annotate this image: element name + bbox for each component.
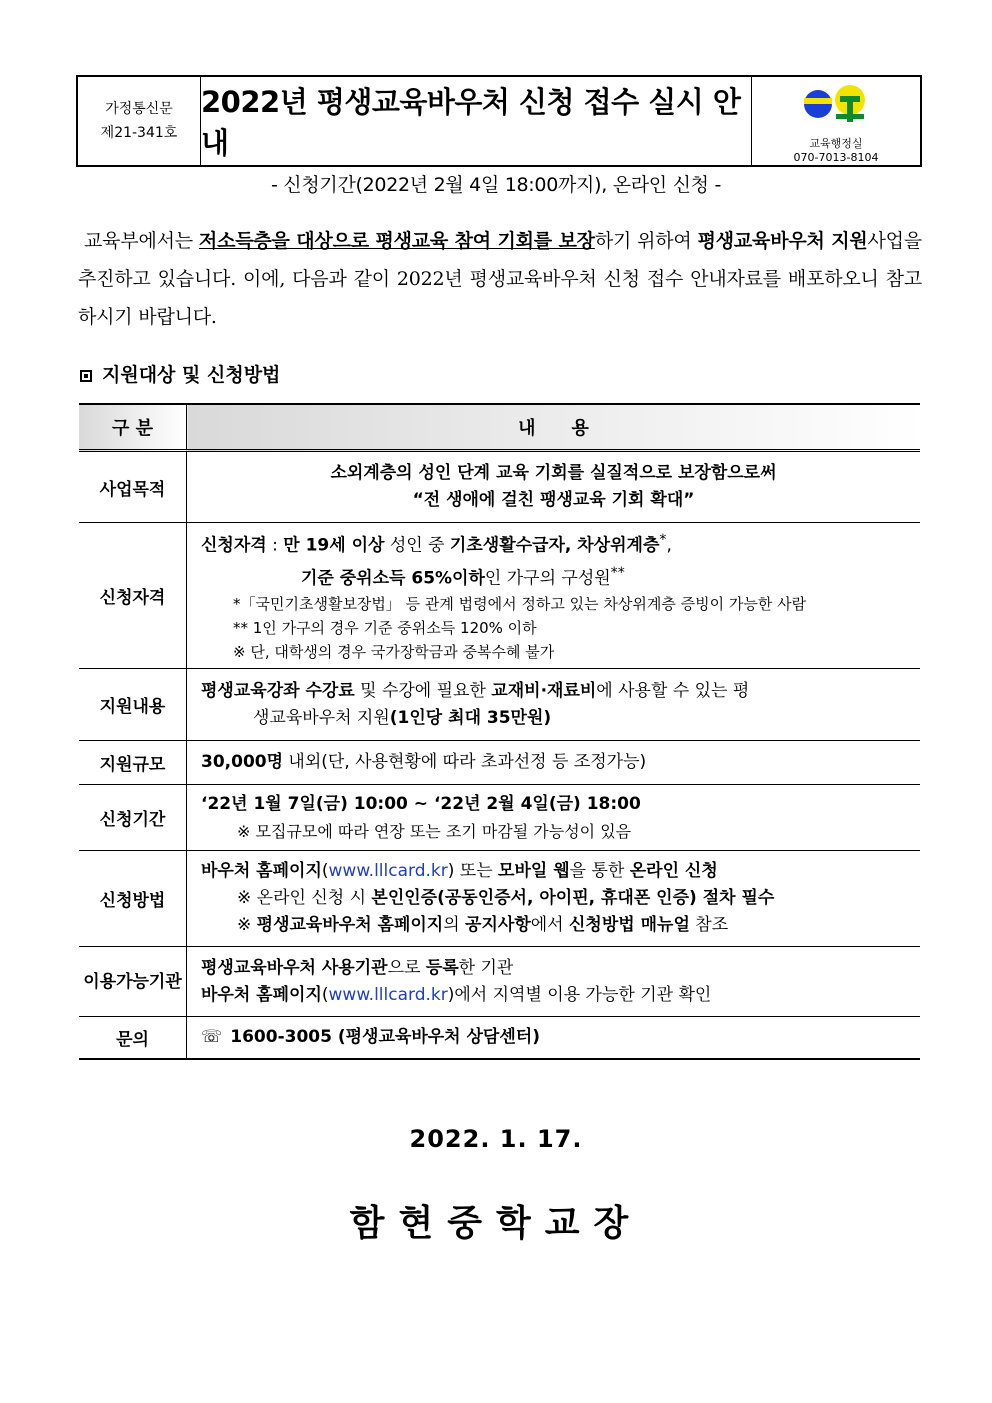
document-title: 2022년 평생교육바우처 신청 접수 실시 안내 [201,77,752,165]
method-text: 의 [443,915,466,936]
phone-icon: ☏ [201,1027,223,1048]
method-text: 참조 [689,915,729,936]
elig-text: 만 19세 이상 [283,535,385,556]
inst-text: 바우처 홈페이지 [201,984,322,1005]
elig-note-1: *「국민기초생활보장법」 등 관계 법령에서 정하고 있는 차상위계층 증빙이 가능한 사람 [233,595,807,614]
office-cell [752,77,920,165]
intro-text-3: 사업을 추진하고 있습니다. 이에, 다음과 같이 2022년 평생교육바우처 신청 접수 안내자료를 배포하오니 참고하시기 바랍니다. [78,230,922,328]
method-text: ※ 온라인 신청 시 [237,888,372,909]
document-header [76,75,922,167]
row-label: 신청기간 [79,785,187,851]
office-name: 교육행정실 [809,137,863,150]
period-note: ※ 모집규모에 따라 연장 또는 조기 마감될 가능성이 있음 [237,821,632,841]
elig-text: 인 가구의 구성원 [484,568,611,589]
support-text: 교재비·재료비 [491,680,597,701]
row-label: 신청방법 [79,851,187,947]
inst-text: 평생교육바우처 사용기관 [201,957,388,978]
subtitle: - 신청기간(2022년 2월 4일 18:00까지), 온라인 신청 - [271,174,721,196]
support-content [187,669,921,741]
elig-text: 기준 중위소득 65%이하 [301,568,485,589]
purpose-content [187,451,921,523]
eligibility-content [187,523,921,669]
scale-text: 내외(단, 사용현황에 따라 초과선정 등 조정가능) [283,752,647,773]
table-row [79,669,920,741]
elig-text: ** [610,564,625,581]
table-row [79,741,920,785]
section-title: 지원대상 및 신청방법 [102,364,281,386]
method-text: ( [321,861,329,882]
support-text: 에 사용할 수 있는 평 [596,680,750,701]
row-label: 지원규모 [79,741,187,785]
row-label: 신청자격 [79,523,187,669]
method-text: 공지사항 [465,915,531,936]
table-row [79,851,920,947]
method-text: ※ [237,915,257,936]
square-bullet-icon [80,370,92,382]
intro-highlight-1: 저소득층을 대상으로 평생교육 참여 기회를 보장 [198,230,595,252]
doc-type: 가정통신문 [105,101,173,117]
office-phone: 070-7013-8104 [793,151,879,164]
inst-text: ( [321,984,329,1005]
support-text: 평생교육강좌 수강료 [201,680,355,701]
support-text: 및 수강에 필요한 [354,680,492,701]
method-text: 신청방법 매뉴얼 [569,915,690,936]
method-text: 바우처 홈페이지 [201,861,322,882]
document-date: 2022. 1. 17. [409,1125,583,1153]
support-text: (1인당 최대 35만원) [389,707,552,728]
contact-text: 1600-3005 (평생교육바우처 상담센터) [230,1027,540,1048]
scale-text: 30,000명 [201,752,284,773]
purpose-line-2: “전 생애에 걸친 팽생교육 기회 확대” [412,490,695,510]
inst-text: 으로 [387,957,426,978]
method-text: 온라인 신청 [629,861,718,882]
table-row [79,785,920,851]
elig-text: : [266,535,284,556]
doc-info-cell [78,77,201,165]
elig-text: 성인 중 [384,535,450,556]
header-category: 구 분 [79,404,187,451]
school-logo-icon [800,82,870,126]
doc-number: 제21-341호 [100,125,178,141]
table-row [79,947,920,1017]
inst-text: 등록 [425,957,459,978]
method-content [187,851,921,947]
row-label: 이용가능기관 [79,947,187,1017]
elig-text: 신청자격 [201,535,267,556]
table-row [79,1017,920,1059]
section-heading [80,360,280,387]
table-row [79,451,920,523]
principal-signature: 함현중학교장 [349,1203,643,1244]
inst-text: )에서 지역별 이용 가능한 기관 확인 [447,984,712,1005]
row-label: 사업목적 [79,451,187,523]
intro-text-2: 하기 위하여 [594,230,698,252]
support-text: 생교육바우처 지원 [253,707,390,728]
method-text: 평생교육바우처 홈페이지 [256,915,444,936]
elig-note-3: ※ 단, 대학생의 경우 국가장학금과 중복수혜 불가 [233,643,555,662]
homepage-link[interactable]: www.lllcard.kr [328,861,448,882]
method-text: 본인인증(공동인증서, 아이핀, 휴대폰 인증) 절차 필수 [371,888,775,909]
intro-highlight-2: 평생교육바우처 지원 [697,230,868,252]
method-text: 에서 [530,915,569,936]
homepage-link[interactable]: www.lllcard.kr [328,984,448,1005]
elig-note-2: ** 1인 가구의 경우 기준 중위소득 120% 이하 [233,619,537,638]
row-label: 문의 [79,1017,187,1059]
row-label: 지원내용 [79,669,187,741]
scale-content [187,741,921,785]
header-content: 내 용 [187,404,921,451]
table-row [79,523,920,669]
institutions-content [187,947,921,1017]
period-content [187,785,921,851]
inst-text: 한 기관 [458,957,514,978]
contact-content [187,1017,921,1059]
elig-text: 기초생활수급자, 차상위계층 [449,535,660,556]
elig-text: * [659,532,667,548]
info-table [79,403,920,1060]
elig-text: , [666,535,672,556]
purpose-line-1: 소외계층의 성인 단계 교육 기회를 실질적으로 보장함으로써 [330,463,777,483]
intro-text-1: 교육부에서는 [84,230,199,252]
intro-paragraph [78,222,922,336]
method-text: 을 통한 [569,861,630,882]
method-text: 모바일 웹 [498,861,570,882]
period-line: ‘22년 1월 7일(금) 10:00 ~ ‘22년 2월 4일(금) 18:00 [201,793,641,814]
table-header-row [79,404,920,451]
method-text: ) 또는 [447,861,499,882]
